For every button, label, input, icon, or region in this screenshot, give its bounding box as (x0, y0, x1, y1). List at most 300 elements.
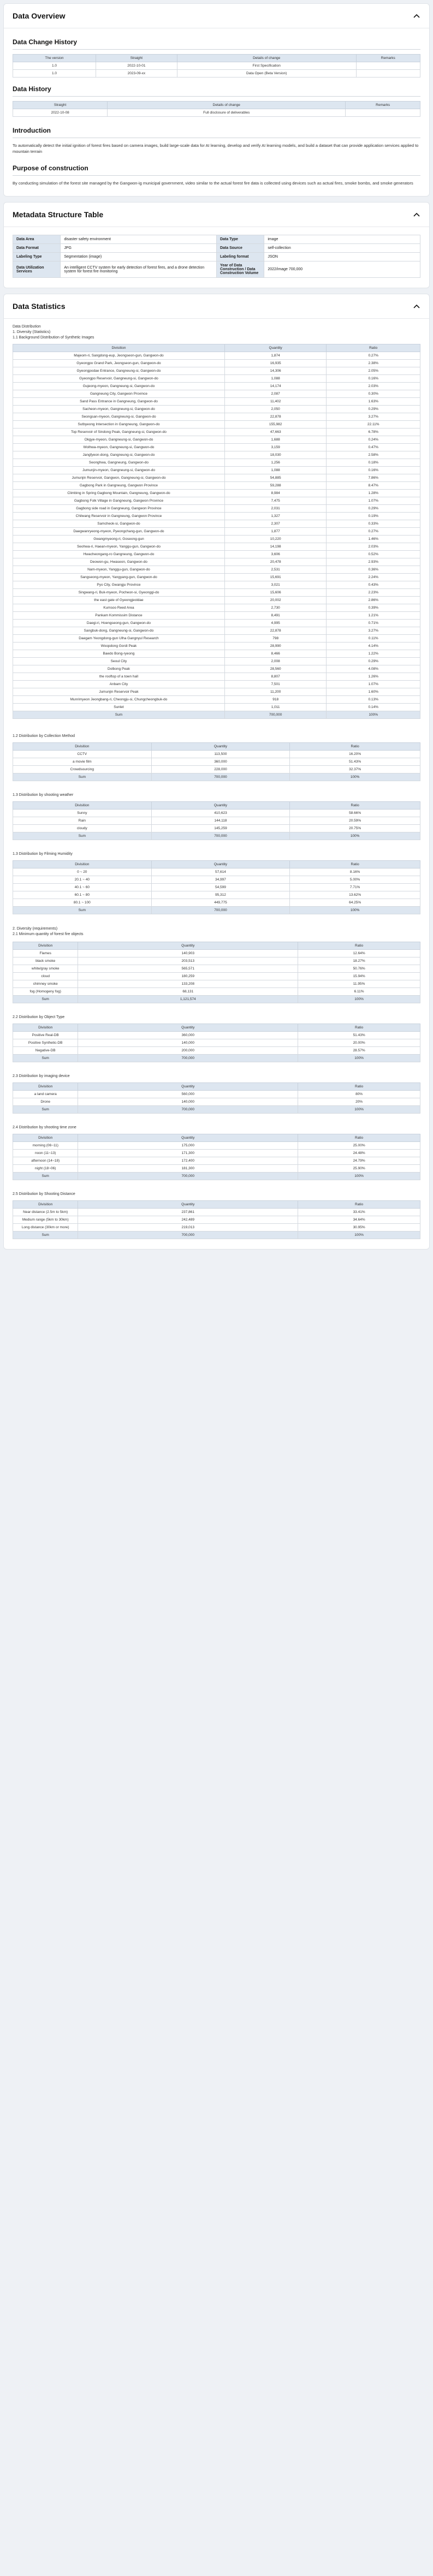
column-header: Quantity (78, 1201, 298, 1209)
metadata-value: image (264, 235, 420, 244)
table-row (13, 497, 420, 505)
table-header-row (13, 861, 420, 868)
statistics-header[interactable] (4, 294, 429, 319)
table-cell: Positive Synthetic-DB (13, 1039, 78, 1047)
table-cell: Near distance (2.5m to 5km) (13, 1209, 78, 1216)
table-cell: 0.14% (327, 704, 420, 711)
table-row (13, 658, 420, 665)
table-cell: 14,306 (224, 367, 327, 375)
table-cell: fog (Homogeny fog) (13, 988, 78, 996)
table-cell: Chilwang Reservoir in Gangneung, Gangwon Province (13, 513, 225, 520)
column-header: Quantity (151, 743, 290, 751)
table-row (13, 1047, 420, 1055)
table-cell: Sand Pass Entrance in Gangneung, Gangwon-do (13, 398, 225, 406)
table-cell: 2.05% (327, 367, 420, 375)
table-cell: 8.16% (290, 868, 420, 876)
collection-method-table (13, 742, 420, 781)
column-header: Ratio (290, 802, 420, 810)
table-cell: 4.14% (327, 642, 420, 650)
metadata-value: Segmentation (image) (61, 253, 217, 261)
table-cell: Sangbuk-dong, Gangneung-si, Gangwon-do (13, 627, 225, 635)
column-header: Remarks (346, 102, 420, 109)
table-cell: 16.20% (290, 751, 420, 758)
table-cell: Seoul City (13, 658, 225, 665)
table-cell: Singwang-ri, Buk-myeon, Pocheon-si, Gyeonggi-do (13, 589, 225, 597)
table-cell: night (18~06) (13, 1165, 78, 1173)
table-cell: 2.24% (327, 574, 420, 581)
table-cell: Gujeong-myeon, Gangneung-si, Gangwon-do (13, 383, 225, 390)
table-cell: chimney smoke (13, 980, 78, 988)
table-cell: 68,131 (78, 988, 298, 996)
table-cell: 15,606 (224, 589, 327, 597)
table-cell: 1,256 (224, 459, 327, 467)
column-header: Ratio (298, 942, 420, 950)
table-row (13, 482, 420, 490)
table-cell: Full disclosure of deliverables (108, 109, 346, 117)
table-cell: 140,903 (78, 950, 298, 957)
table-row (13, 566, 420, 574)
table-cell: Jumunjin-myeon, Gangneung-si, Gangwon-do (13, 467, 225, 474)
table-row (13, 891, 420, 899)
table-cell: Daegam Yeongdong-gun Ulha Gangnyul Research (13, 635, 225, 642)
table-cell: Crowdsourcing (13, 766, 152, 774)
table-cell: 20% (298, 1098, 420, 1106)
table-cell: 100% (290, 907, 420, 914)
table-cell: 22.11% (327, 421, 420, 429)
table-cell: 64.25% (290, 899, 420, 907)
table-cell: 8,807 (224, 673, 327, 681)
table-cell: 144,118 (151, 817, 290, 825)
table-cell: Negative-DB (13, 1047, 78, 1055)
table-cell: 2.58% (327, 451, 420, 459)
table-cell: 155,982 (224, 421, 327, 429)
column-header: Divisition (13, 344, 225, 352)
table-cell: Sunny (13, 810, 152, 817)
table-cell: 237,861 (78, 1209, 298, 1216)
table-cell: 565,571 (78, 965, 298, 973)
table-cell: 58.66% (290, 810, 420, 817)
table-cell: 20,478 (224, 558, 327, 566)
chevron-up-icon[interactable] (413, 302, 420, 310)
table-cell: 59,288 (224, 482, 327, 490)
column-header: Ratio (298, 1201, 420, 1209)
table-cell: Flames (13, 950, 78, 957)
metadata-value: disaster safety environment (61, 235, 217, 244)
table-cell: 22,878 (224, 413, 327, 421)
table-cell: 2.23% (327, 589, 420, 597)
data-overview-header[interactable] (4, 4, 429, 28)
table-cell: 2023-09-xx (96, 70, 177, 78)
table-cell: 1.46% (327, 536, 420, 543)
table-cell: Seohwa-ri, Haean-myeon, Yanggu-gun, Gangwon-do (13, 543, 225, 551)
table-row (13, 1157, 420, 1165)
table-cell: Gyeongpodae Entrance, Gangneung-si, Gangwon-do (13, 367, 225, 375)
column-header: Divisition (13, 743, 152, 751)
column-header: Straight (96, 55, 177, 62)
table-cell: 47,663 (224, 429, 327, 436)
table-cell: Daegwanryeong-myeon, Pyeongchang-gun, Gangwon-do (13, 528, 225, 536)
table-cell: Sum (13, 1055, 78, 1062)
column-header: Divisition (13, 1201, 78, 1209)
time-zone-heading: 2.4 Distribution by shooting time zone (13, 1126, 76, 1129)
table-cell: Pyo City, Gwangju Province (13, 581, 225, 589)
sum-row (13, 1232, 420, 1239)
distance-heading: 2.5 Distribution by Shooting Distance (13, 1192, 75, 1196)
column-header: Details of change (177, 55, 356, 62)
table-cell: 28,560 (224, 665, 327, 673)
table-cell: 0.71% (327, 620, 420, 627)
table-cell: 6.78% (327, 429, 420, 436)
introduction-heading: Introduction (13, 127, 51, 134)
table-cell: Okgye-myeon, Gangneung-si, Gangwon-do (13, 436, 225, 444)
table-cell: 100% (327, 711, 420, 719)
table-row (13, 505, 420, 513)
column-header: Quantity (78, 1134, 298, 1142)
table-cell: 33.41% (298, 1209, 420, 1216)
table-cell: CCTV (13, 751, 152, 758)
table-cell: 15,691 (224, 574, 327, 581)
purpose-text: By conducting simulation of the forest site managed by the Gangwon-ig municipal government, video similar to the actual forest fire data is collected using devices such as actual fires, smoke bombs, and smoke generators (13, 181, 413, 186)
table-cell: 4.08% (327, 665, 420, 673)
table-cell (346, 109, 420, 117)
humidity-table (13, 860, 420, 914)
table-cell: 200,000 (78, 1047, 298, 1055)
column-header: Quantity (224, 344, 327, 352)
chevron-up-icon[interactable] (413, 211, 420, 218)
device-heading: 2.3 Distribution by imaging device (13, 1074, 70, 1078)
table-row (13, 673, 420, 681)
table-cell: 2,307 (224, 520, 327, 528)
table-row (13, 965, 420, 973)
table-cell: 100% (290, 774, 420, 781)
table-row (13, 620, 420, 627)
data-distribution-heading: Data Distribution (13, 325, 41, 329)
table-row (13, 1142, 420, 1150)
divider (13, 175, 420, 176)
table-cell: a movie film (13, 758, 152, 766)
table-cell: 1,088 (224, 467, 327, 474)
table-row (13, 70, 420, 78)
table-cell: 100% (298, 1232, 420, 1239)
table-row (13, 490, 420, 497)
table-cell: 51.43% (290, 758, 420, 766)
table-cell: 51.43% (298, 1032, 420, 1039)
table-row (13, 1091, 420, 1098)
table-cell: 3.27% (327, 627, 420, 635)
table-cell: 25.90% (298, 1165, 420, 1173)
table-header-row (13, 55, 420, 62)
table-cell: 60.1 ~ 80 (13, 891, 152, 899)
table-row (13, 957, 420, 965)
table-cell: 24.79% (298, 1157, 420, 1165)
table-cell: Gagbong side road in Gangneung, Gangwon Province (13, 505, 225, 513)
table-row (13, 988, 420, 996)
table-cell: 40.1 ~ 60 (13, 884, 152, 891)
table-cell: Pankam Kommissim Distance (13, 612, 225, 620)
table-cell: 30.95% (298, 1224, 420, 1232)
table-row (13, 817, 420, 825)
table-row (13, 1150, 420, 1157)
table-cell: Positive Real-DB (13, 1032, 78, 1039)
table-cell: 8,466 (224, 650, 327, 658)
metadata-header[interactable] (4, 203, 429, 227)
table-cell: 13.62% (290, 891, 420, 899)
table-row (13, 421, 420, 429)
table-cell: 4,995 (224, 620, 327, 627)
table-cell: Seongsan-myeon, Gangneung-si, Gangwon-do (13, 413, 225, 421)
table-cell: 700,000 (78, 1232, 298, 1239)
table-cell: 12.64% (298, 950, 420, 957)
table-cell: Sum (13, 1173, 78, 1180)
column-header: Quantity (151, 802, 290, 810)
device-table (13, 1082, 420, 1114)
metadata-table (13, 235, 420, 278)
table-header-row (13, 942, 420, 950)
table-cell: Data Open (Beta Version) (177, 70, 356, 78)
table-cell: 360,000 (78, 1032, 298, 1039)
table-cell: 54,885 (224, 474, 327, 482)
table-row (13, 581, 420, 589)
table-cell: 57,614 (151, 868, 290, 876)
table-cell: 8,984 (224, 490, 327, 497)
table-cell: Sum (13, 774, 152, 781)
table-cell: 560,000 (78, 1091, 298, 1098)
data-history-table (13, 101, 420, 117)
table-cell: 0.24% (327, 436, 420, 444)
table-row (13, 367, 420, 375)
table-cell: 0 ~ 20 (13, 868, 152, 876)
time-zone-table (13, 1134, 420, 1180)
table-cell: 14,174 (224, 383, 327, 390)
table-header-row (13, 1024, 420, 1032)
table-cell: Hwacheongang-ro Gangneung, Gangwon-do (13, 551, 225, 558)
data-overview-title: Data Overview (13, 11, 66, 20)
table-row (13, 635, 420, 642)
data-statistics-card (3, 294, 430, 1250)
table-cell: 1,088 (224, 375, 327, 383)
metadata-title: Metadata Structure Table (13, 210, 104, 219)
table-row (13, 375, 420, 383)
table-cell: morning (06~11) (13, 1142, 78, 1150)
table-row (13, 1224, 420, 1232)
chevron-up-icon[interactable] (413, 12, 420, 20)
table-cell: 0.27% (327, 352, 420, 360)
table-cell: 7,475 (224, 497, 327, 505)
table-cell: Samcheok-si, Gangwon-do (13, 520, 225, 528)
column-header: Ratio (298, 1083, 420, 1091)
metadata-key: Data Source (216, 244, 264, 253)
table-cell: Sum (13, 996, 78, 1003)
table-row (13, 950, 420, 957)
table-cell: cloud (13, 973, 78, 980)
table-cell: Majeom-ri, Sangdong-eup, Jeongseon-gun, Gangwon-do (13, 352, 225, 360)
column-header: Details of change (108, 102, 346, 109)
table-row (13, 868, 420, 876)
table-cell: 0.52% (327, 551, 420, 558)
table-cell: 0.36% (327, 566, 420, 574)
table-cell: 1.63% (327, 398, 420, 406)
table-cell: 2.38% (327, 360, 420, 367)
table-row (13, 109, 420, 117)
column-header: Quantity (78, 1083, 298, 1091)
column-header: Straight (13, 102, 108, 109)
metadata-value: self-collection (264, 244, 420, 253)
table-cell: Deowon-gu, Hwaseon, Gangwon-do (13, 558, 225, 566)
divider (13, 96, 420, 97)
table-cell: white/gray smoke (13, 965, 78, 973)
table-cell (356, 70, 420, 78)
object-type-heading: 2.2 Distribution by Object Type (13, 1015, 65, 1019)
table-cell: Sum (13, 1106, 78, 1114)
metadata-row (13, 253, 420, 261)
table-cell: Jumunjin Reservoir Peak (13, 688, 225, 696)
table-cell: 22,878 (224, 627, 327, 635)
table-cell: 113,500 (151, 751, 290, 758)
metadata-value: 2022/image 700,000 (264, 261, 420, 278)
table-row (13, 513, 420, 520)
table-header-row (13, 1083, 420, 1091)
metadata-key: Data Type (216, 235, 264, 244)
table-row (13, 758, 420, 766)
table-header-row (13, 743, 420, 751)
table-cell: 11,200 (224, 688, 327, 696)
table-row (13, 650, 420, 658)
table-cell: 3,021 (224, 581, 327, 589)
table-row (13, 551, 420, 558)
table-cell: Daegi-ri, Hoengseong-gun, Gangwon-do (13, 620, 225, 627)
table-cell: 0.33% (327, 520, 420, 528)
table-cell: cloudy (13, 825, 152, 832)
table-cell: 0.43% (327, 581, 420, 589)
table-cell: Top Reservoir of Sindong Peak, Gangneung-si, Gangwon-do (13, 429, 225, 436)
table-cell: 410,623 (151, 810, 290, 817)
table-cell: Jangfyeon-dong, Gangneung-si, Gangwon-do (13, 451, 225, 459)
change-history-heading: Data Change History (13, 38, 78, 46)
table-cell: 0.18% (327, 459, 420, 467)
table-cell: 20.59% (290, 817, 420, 825)
table-row (13, 681, 420, 688)
table-cell: 700,000 (78, 1106, 298, 1114)
table-row (13, 973, 420, 980)
table-row (13, 390, 420, 398)
column-header: Ratio (290, 743, 420, 751)
column-header: Quantity (151, 861, 290, 868)
table-cell: Gwangmyeong-ri, Goseong-gun (13, 536, 225, 543)
table-cell: 34.64% (298, 1216, 420, 1224)
table-cell: 1.07% (327, 681, 420, 688)
table-header-row (13, 344, 420, 352)
table-cell: 1.07% (327, 497, 420, 505)
table-cell: 100% (298, 1106, 420, 1114)
table-cell (356, 62, 420, 70)
table-cell: 918 (224, 696, 327, 704)
table-cell: 18,030 (224, 451, 327, 459)
table-cell: 0.39% (327, 604, 420, 612)
purpose-heading: Purpose of construction (13, 164, 88, 172)
weather-table (13, 801, 420, 840)
table-row (13, 474, 420, 482)
table-cell: 20.00% (298, 1039, 420, 1047)
table-row (13, 642, 420, 650)
table-row (13, 766, 420, 774)
table-cell: Climbing in Spring Gagbong Mountain, Gangneung, Gangwon-do (13, 490, 225, 497)
table-cell: 1,327 (224, 513, 327, 520)
table-cell: noon (11~13) (13, 1150, 78, 1157)
table-cell: 11.95% (298, 980, 420, 988)
table-cell: 2,050 (224, 406, 327, 413)
table-cell: 32.37% (290, 766, 420, 774)
table-cell: 100% (290, 832, 420, 840)
table-row (13, 688, 420, 696)
table-row (13, 459, 420, 467)
column-header: Ratio (298, 1024, 420, 1032)
table-row (13, 1032, 420, 1039)
table-cell: 1,011 (224, 704, 327, 711)
table-row (13, 825, 420, 832)
table-header-row (13, 1201, 420, 1209)
introduction-text: To automatically detect the initial ignition of forest fires based on camera images, build large-scale data for AI learning, develop and verify AI learning models, and build a dataset that can provide application services applied to mountain terrain (13, 143, 419, 154)
column-header: The version (13, 55, 96, 62)
table-row (13, 413, 420, 421)
table-cell: a land camera (13, 1091, 78, 1098)
table-row (13, 528, 420, 536)
table-cell: 1.21% (327, 612, 420, 620)
table-cell: 700,000 (151, 907, 290, 914)
table-cell: Sum (13, 711, 225, 719)
table-cell: Sunlet (13, 704, 225, 711)
table-row (13, 467, 420, 474)
table-cell: 0.16% (327, 375, 420, 383)
table-cell: 1,688 (224, 436, 327, 444)
table-cell: 1.60% (327, 688, 420, 696)
table-row (13, 558, 420, 566)
table-cell: 18.27% (298, 957, 420, 965)
sum-row (13, 1055, 420, 1062)
table-cell: 0.27% (327, 528, 420, 536)
table-cell: 2022-10-01 (96, 62, 177, 70)
table-cell: 0.30% (327, 390, 420, 398)
table-cell: 5.00% (290, 876, 420, 884)
table-cell: Gagbong Folk Village in Gangneung, Gangwon Province (13, 497, 225, 505)
divider (13, 49, 420, 50)
table-cell: 11,402 (224, 398, 327, 406)
metadata-key: Labeling Type (13, 253, 61, 261)
table-row (13, 436, 420, 444)
table-header-row (13, 102, 420, 109)
table-cell: Wolhwa-myeon, Gangneung-si, Gangwon-do (13, 444, 225, 451)
column-header: Divisition (13, 861, 152, 868)
table-cell: 20.1 ~ 40 (13, 876, 152, 884)
table-row (13, 1209, 420, 1216)
table-cell: Baedo Bong-ryeong (13, 650, 225, 658)
table-cell: 2.03% (327, 383, 420, 390)
table-row (13, 810, 420, 817)
column-header: Quantity (78, 1024, 298, 1032)
table-cell: Long distance (30km or more) (13, 1224, 78, 1232)
table-cell: 14,198 (224, 543, 327, 551)
table-cell: 228,000 (151, 766, 290, 774)
table-cell: 8,491 (224, 612, 327, 620)
statistics-title: Data Statistics (13, 302, 66, 311)
table-cell: black smoke (13, 957, 78, 965)
table-cell: 0.11% (327, 635, 420, 642)
metadata-row (13, 235, 420, 244)
table-cell: 2,087 (224, 390, 327, 398)
table-cell: 700,000 (224, 711, 327, 719)
table-cell: 2,008 (224, 658, 327, 665)
table-cell: 700,000 (151, 832, 290, 840)
table-cell: Kumsoo Reed Area (13, 604, 225, 612)
